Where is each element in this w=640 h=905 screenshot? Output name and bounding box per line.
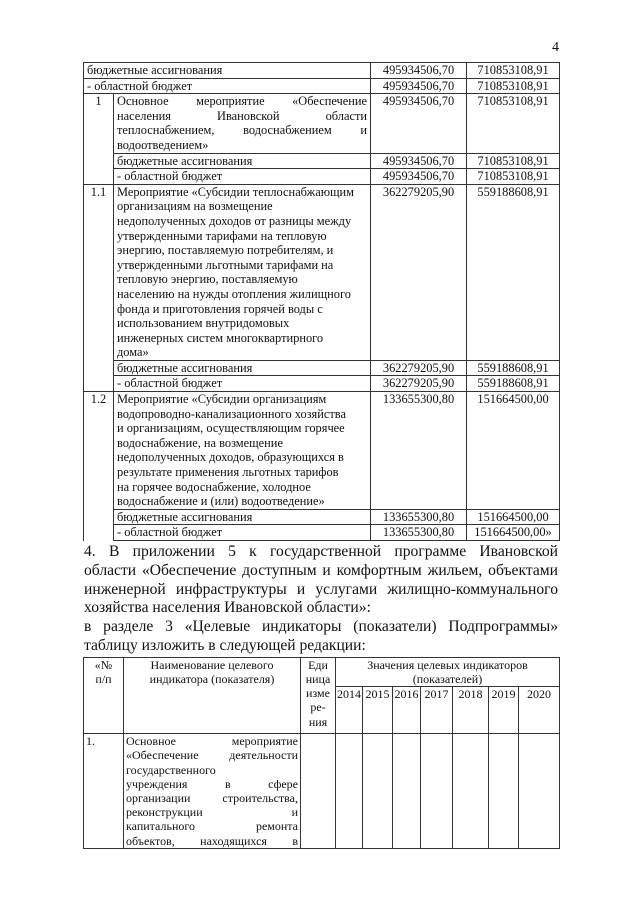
table-row — [84, 153, 560, 169]
row-label: бюджетные ассигнования — [114, 509, 371, 525]
value-2020: 151664500,00 — [467, 392, 560, 510]
description-line: водоснабжение и (или) водоотведение» — [117, 494, 325, 509]
paragraph-appendix-5 — [84, 543, 558, 618]
value-2020: 151664500,00» — [467, 525, 560, 541]
description-line: и организациям, осуществляющим горячее — [117, 421, 345, 436]
value-2019: 495934506,70 — [371, 78, 467, 94]
description-line: результате применения льготных тарифов — [117, 465, 339, 480]
description-line: организациям на возмещение — [117, 199, 273, 214]
table-row — [84, 376, 560, 392]
description-line: использованием внутридомовых — [117, 316, 290, 331]
header-year: 2019 — [489, 687, 519, 734]
header-line: Значения целевых индикаторов — [367, 657, 528, 672]
row-number: 1. — [84, 734, 124, 849]
description-line: населения Ивановской области — [117, 108, 368, 123]
description-line: энергию, поставляемую потребителям, и — [117, 243, 334, 258]
value-2020: 710853108,91 — [467, 153, 560, 169]
row-number-cell — [84, 169, 114, 185]
paragraph-line: хозяйства населения Ивановской области»: — [84, 599, 371, 617]
value-2020: 710853108,91 — [467, 94, 560, 153]
description-line: теплоснабжением, водоснабжением и — [117, 123, 368, 138]
paragraph-line: инженерной инфраструктуры и услугами жилищно-коммунального — [84, 580, 558, 598]
value-2019: 495934506,70 — [371, 153, 467, 169]
indicator-line: учреждения в сфере — [126, 776, 298, 791]
value-2019: 495934506,70 — [371, 63, 467, 79]
unit-cell — [301, 734, 336, 849]
year-value — [363, 734, 393, 849]
row-number-cell — [84, 376, 114, 392]
header-name — [124, 657, 301, 733]
year-value — [336, 734, 363, 849]
header-values-title — [336, 657, 560, 686]
value-2019: 133655300,80 — [371, 392, 467, 510]
table-row — [84, 94, 560, 153]
activity-description — [114, 94, 371, 153]
value-2020: 710853108,91 — [467, 78, 560, 94]
header-line: ния — [308, 714, 328, 729]
value-2019: 362279205,90 — [371, 376, 467, 392]
header-year: 2014 — [336, 687, 363, 734]
paragraph-line: в разделе 3 «Целевые индикаторы (показатели) Подпрограммы» — [84, 618, 558, 636]
description-line: водоотведением» — [117, 137, 209, 152]
page-number: 4 — [552, 40, 559, 55]
header-line: ре- — [310, 700, 326, 715]
header-line: Наименование целевого — [150, 657, 274, 672]
value-2019: 362279205,90 — [371, 360, 467, 376]
row-label: - областной бюджет — [114, 376, 371, 392]
description-line: фонда и приготовления горячей воды с — [117, 301, 323, 316]
paragraph-line: области «Обеспечение доступным и комфортным жильем, объектами — [84, 561, 558, 579]
row-label: бюджетные ассигнования — [114, 360, 371, 376]
description-line: водоснабжение, на возмещение — [117, 435, 283, 450]
table-row — [84, 169, 560, 185]
row-number-cell — [84, 360, 114, 376]
year-value — [421, 734, 453, 849]
table-row — [84, 525, 560, 541]
table-row — [84, 78, 560, 94]
table-row — [84, 184, 560, 360]
paragraph-section-3 — [84, 618, 558, 656]
indicator-table — [83, 657, 560, 849]
value-2019: 133655300,80 — [371, 509, 467, 525]
row-number: 1.1 — [84, 184, 114, 360]
description-line: тепловую энергию, поставляемую — [117, 272, 298, 287]
description-line: на горячее водоснабжение, холодное — [117, 479, 311, 494]
indicator-line: Основное мероприятие — [126, 734, 298, 749]
activity-description — [114, 392, 371, 510]
description-line: инженерных систем многоквартирного — [117, 330, 324, 345]
value-2019: 133655300,80 — [371, 525, 467, 541]
value-2020: 559188608,91 — [467, 184, 560, 360]
description-line: утвержденными льготными тарифами на — [117, 257, 334, 272]
year-value — [519, 734, 560, 849]
value-2019: 362279205,90 — [371, 184, 467, 360]
row-number-cell — [84, 525, 114, 541]
value-2019: 495934506,70 — [371, 169, 467, 185]
header-line: ница — [305, 671, 331, 686]
indicator-line: «Обеспечение деятельности — [126, 748, 298, 763]
table-row — [84, 392, 560, 510]
description-line: Мероприятие «Субсидии теплоснабжающим — [117, 184, 355, 199]
header-line: (показателей) — [412, 671, 483, 686]
value-2020: 151664500,00 — [467, 509, 560, 525]
description-line: дома» — [117, 345, 149, 360]
description-line: недополученных доходов, образующихся в — [117, 450, 344, 465]
header-year: 2017 — [421, 687, 453, 734]
activity-description — [114, 184, 371, 360]
header-line: п/п — [95, 671, 112, 686]
indicator-line: организации строительства, — [126, 791, 298, 805]
year-value — [453, 734, 489, 849]
header-line: индикатора (показателя) — [149, 671, 275, 686]
row-label: бюджетные ассигнования — [114, 153, 371, 169]
description-line: утвержденными тарифами на тепловую — [117, 228, 327, 243]
paragraph-line: 4. В приложении 5 к государственной программе Ивановской — [84, 543, 558, 560]
row-number-cell — [84, 153, 114, 169]
row-number: 1 — [84, 94, 114, 153]
table-row — [84, 734, 560, 849]
indicator-line: реконструкции и — [126, 805, 298, 820]
header-number — [84, 657, 124, 733]
header-year: 2015 — [363, 687, 393, 734]
value-2020: 710853108,91 — [467, 63, 560, 79]
finance-table — [83, 62, 560, 541]
table-row — [84, 63, 560, 79]
description-line: водопроводно-канализационного хозяйства — [117, 406, 346, 421]
value-2019: 495934506,70 — [371, 94, 467, 153]
indicator-name — [124, 734, 301, 849]
paragraph-line: таблицу изложить в следующей редакции: — [84, 636, 366, 654]
description-line: Основное мероприятие «Обеспечение — [117, 94, 368, 109]
row-number: 1.2 — [84, 392, 114, 510]
row-label: - областной бюджет — [84, 78, 371, 94]
description-line: населению на нужды отопления жилищного — [117, 286, 351, 301]
year-value — [393, 734, 421, 849]
indicator-line: капитального ремонта — [126, 819, 298, 834]
description-line: Мероприятие «Субсидии организациям — [117, 392, 327, 407]
row-label: - областной бюджет — [114, 169, 371, 185]
header-line: «№ — [94, 657, 113, 672]
header-line: изме — [306, 686, 330, 701]
value-2020: 559188608,91 — [467, 360, 560, 376]
description-line: недополученных доходов от разницы между — [117, 213, 352, 228]
table-row — [84, 360, 560, 376]
year-value — [489, 734, 519, 849]
indicator-line: объектов, находящихся в — [126, 833, 298, 848]
header-unit — [301, 657, 336, 733]
row-label: - областной бюджет — [114, 525, 371, 541]
value-2020: 559188608,91 — [467, 376, 560, 392]
row-label: бюджетные ассигнования — [84, 63, 371, 79]
header-year: 2018 — [453, 687, 489, 734]
header-row — [84, 657, 560, 686]
header-year: 2016 — [393, 687, 421, 734]
header-year: 2020 — [519, 687, 560, 734]
value-2020: 710853108,91 — [467, 169, 560, 185]
indicator-line: государственного — [126, 762, 216, 777]
row-number-cell — [84, 509, 114, 525]
header-line: Еди — [308, 657, 328, 672]
table-row — [84, 509, 560, 525]
